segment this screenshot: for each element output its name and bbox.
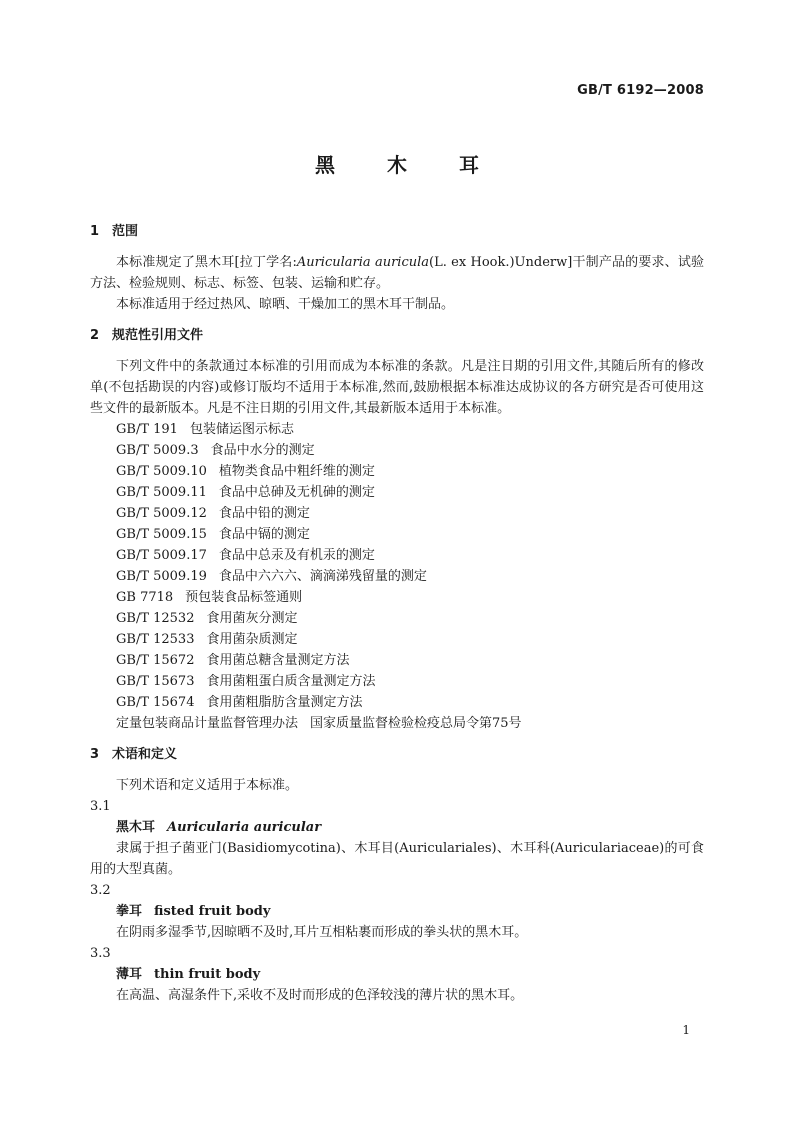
reference-item xyxy=(90,629,704,650)
section-title: 范围 xyxy=(112,224,139,239)
term-cn: 拳耳 xyxy=(116,904,143,919)
reference-title: 食用菌粗蛋白质含量测定方法 xyxy=(206,674,376,689)
reference-code: GB/T 12532 xyxy=(116,611,195,626)
page-number: 1 xyxy=(682,1023,690,1037)
reference-code: GB/T 12533 xyxy=(116,632,195,647)
reference-item xyxy=(90,482,704,503)
reference-item xyxy=(90,713,704,734)
reference-title: 食品中水分的测定 xyxy=(210,443,315,458)
reference-item xyxy=(90,440,704,461)
reference-code: GB/T 5009.17 xyxy=(116,548,207,563)
term-heading xyxy=(90,901,704,922)
reference-item xyxy=(90,503,704,524)
scope-paragraph-1 xyxy=(90,252,704,294)
section-heading-terms xyxy=(90,744,704,765)
term-definition: 隶属于担子菌亚门(Basidiomycotina)、木耳目(Auriculariales)、木耳科(Auriculariaceae)的可食用的大型真菌。 xyxy=(90,841,704,877)
reference-title: 预包装食品标签通则 xyxy=(185,590,303,605)
term-cn: 薄耳 xyxy=(116,967,143,982)
document-body xyxy=(90,221,704,1006)
term-en: Auricularia auricular xyxy=(167,820,322,835)
subsection-number: 3.3 xyxy=(90,946,111,961)
section-number: 2 xyxy=(90,328,100,343)
reference-item xyxy=(90,587,704,608)
term-definition: 在高温、高湿条件下,采收不及时而形成的色泽较浅的薄片状的黑木耳。 xyxy=(116,988,524,1003)
reference-title: 食品中六六六、滴滴涕残留量的测定 xyxy=(218,569,427,584)
text-run: 本标准规定了黑木耳[拉丁学名: xyxy=(116,255,297,270)
reference-item xyxy=(90,545,704,566)
reference-code: GB/T 15674 xyxy=(116,695,195,710)
terms-intro: 下列术语和定义适用于本标准。 xyxy=(116,778,299,793)
reference-code: GB/T 15672 xyxy=(116,653,195,668)
term-definition: 在阴雨多湿季节,因晾晒不及时,耳片互相粘裹而形成的拳头状的黑木耳。 xyxy=(116,925,528,940)
subsection-number: 3.2 xyxy=(90,883,111,898)
reference-code: GB/T 5009.12 xyxy=(116,506,207,521)
reference-code: GB 7718 xyxy=(116,590,174,605)
reference-title: 食用菌粗脂肪含量测定方法 xyxy=(206,695,363,710)
subsection-number: 3.1 xyxy=(90,799,111,814)
reference-code: GB/T 15673 xyxy=(116,674,195,689)
reference-code: GB/T 5009.3 xyxy=(116,443,199,458)
section-number: 3 xyxy=(90,747,100,762)
title-char: 黑 xyxy=(315,153,335,177)
title-char: 耳 xyxy=(459,153,479,177)
reference-code: GB/T 5009.19 xyxy=(116,569,207,584)
reference-item xyxy=(90,419,704,440)
term-heading xyxy=(90,817,704,838)
reference-code: GB/T 191 xyxy=(116,422,178,437)
reference-item xyxy=(90,608,704,629)
section-heading-scope xyxy=(90,221,704,242)
title-char: 木 xyxy=(387,153,407,177)
reference-title: 食品中总砷及无机砷的测定 xyxy=(218,485,375,500)
term-heading xyxy=(90,964,704,985)
reference-code: 定量包装商品计量监督管理办法 xyxy=(116,716,299,731)
term-en: fisted fruit body xyxy=(154,904,271,919)
section-title: 术语和定义 xyxy=(112,747,178,762)
reference-title: 植物类食品中粗纤维的测定 xyxy=(218,464,375,479)
reference-item xyxy=(90,671,704,692)
standard-code: GB/T 6192—2008 xyxy=(577,83,704,98)
term-cn: 黑木耳 xyxy=(116,820,156,835)
reference-code: GB/T 5009.10 xyxy=(116,464,207,479)
reference-item xyxy=(90,650,704,671)
text-run: (L. ex Hook.)Underw]干制产品的要求、试验方法、检验规则、标志、标签、包装、运输和贮存。 xyxy=(90,255,704,291)
section-number: 1 xyxy=(90,224,100,239)
latin-name: Auricularia auricula xyxy=(296,255,430,270)
reference-title: 国家质量监督检验检疫总局令第75号 xyxy=(310,716,522,731)
section-heading-references xyxy=(90,325,704,346)
reference-title: 食用菌灰分测定 xyxy=(206,611,298,626)
reference-title: 食品中总汞及有机汞的测定 xyxy=(218,548,375,563)
reference-item xyxy=(90,566,704,587)
reference-item xyxy=(90,524,704,545)
reference-code: GB/T 5009.15 xyxy=(116,527,207,542)
reference-item xyxy=(90,461,704,482)
reference-code: GB/T 5009.11 xyxy=(116,485,207,500)
references-intro: 下列文件中的条款通过本标准的引用而成为本标准的条款。凡是注日期的引用文件,其随后所有的修改单(不包括勘误的内容)或修订版均不适用于本标准,然而,鼓励根据本标准达成协议的各方研究是否可使用这些文件的最新版本。凡是不注日期的引用文件,其最新版本适用于本标准。 xyxy=(90,359,704,416)
reference-title: 食用菌杂质测定 xyxy=(206,632,298,647)
term-en: thin fruit body xyxy=(154,967,261,982)
document-title xyxy=(0,151,794,179)
section-title: 规范性引用文件 xyxy=(112,328,204,343)
reference-title: 食品中铅的测定 xyxy=(218,506,310,521)
reference-item xyxy=(90,692,704,713)
reference-title: 包装储运图示标志 xyxy=(189,422,294,437)
reference-title: 食用菌总糖含量测定方法 xyxy=(206,653,350,668)
reference-title: 食品中镉的测定 xyxy=(218,527,310,542)
scope-paragraph-2: 本标准适用于经过热风、晾晒、干燥加工的黑木耳干制品。 xyxy=(116,297,455,312)
